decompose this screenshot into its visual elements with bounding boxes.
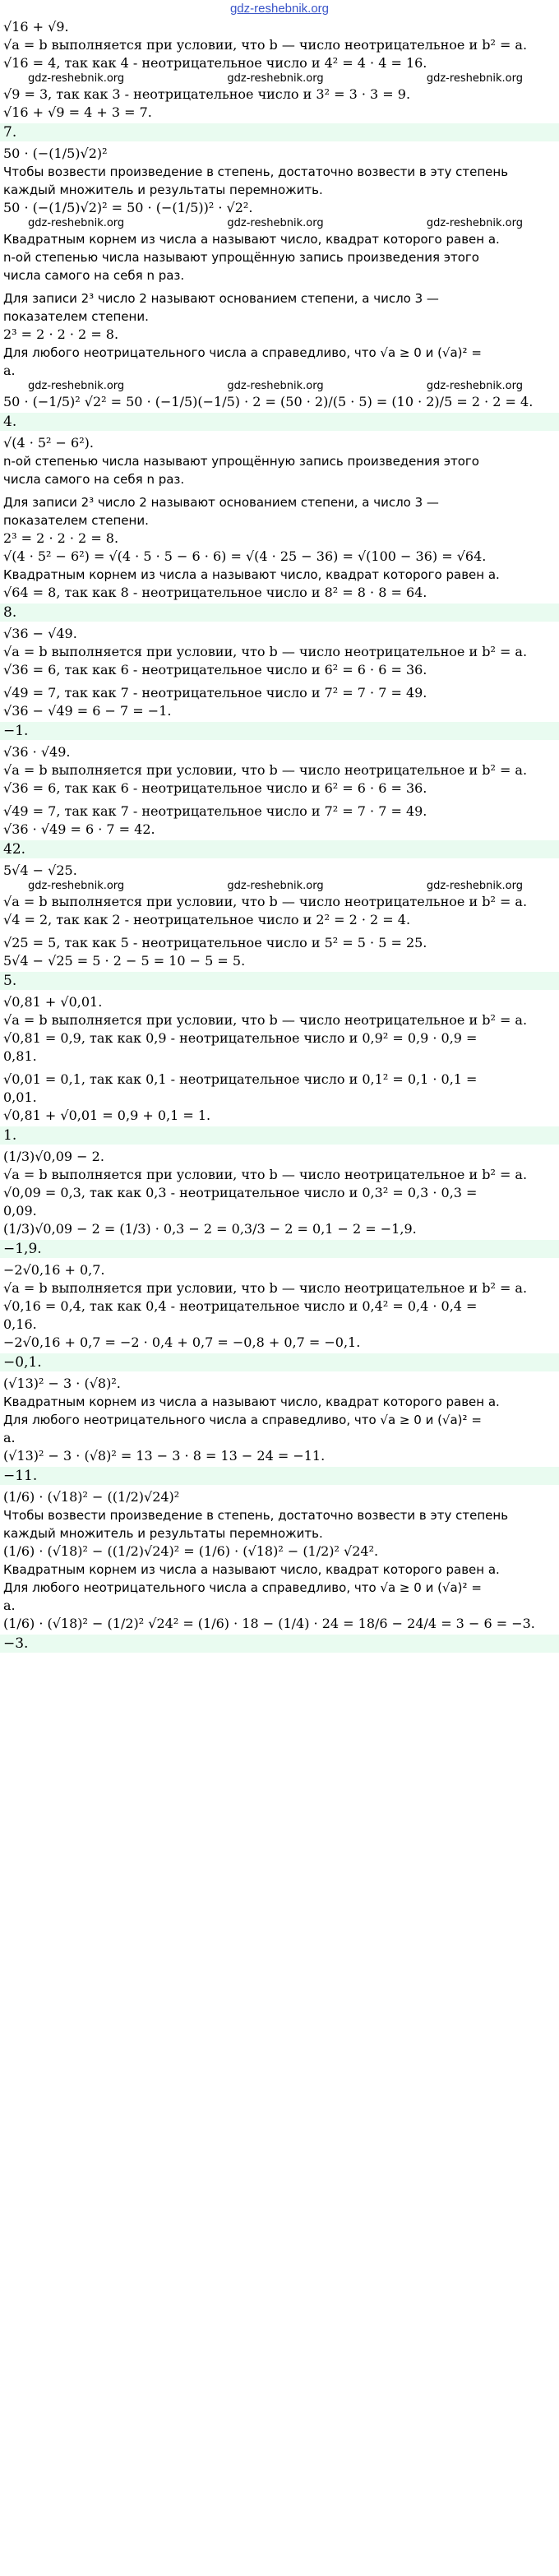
step: √(4 · 5² − 6²) = √(4 · 5 · 5 − 6 · 6) = √(4 · 25 − 36) = √(100 − 36) = √64. xyxy=(3,548,487,564)
rule: √a = b выполняется при условии, что b — число неотрицательное и b² = a. xyxy=(3,1167,528,1182)
watermark: gdz-reshebnik.org xyxy=(227,380,324,392)
step: 0,81. xyxy=(3,1048,37,1064)
step: √0,01 = 0,1, так как 0,1 - неотрицательное число и 0,1² = 0,1 · 0,1 = xyxy=(3,1071,478,1087)
rule: √a = b выполняется при условии, что b — число неотрицательное и b² = a. xyxy=(3,1012,528,1028)
step: (1/6) · (√18)² − (1/2)² √24² = (1/6) · 18 − (1/4) · 24 = 18/6 − 24/4 = 3 − 6 = −3. xyxy=(3,1616,535,1631)
watermark: gdz-reshebnik.org xyxy=(426,72,523,85)
step: √0,09 = 0,3, так как 0,3 - неотрицательное число и 0,3² = 0,3 · 0,3 = xyxy=(3,1185,478,1200)
text: Для записи 2³ число 2 называют основанием степени, а число 3 — xyxy=(3,291,439,306)
rule: √a = b выполняется при условии, что b — число неотрицательное и b² = a. xyxy=(3,644,528,659)
step: 2³ = 2 · 2 · 2 = 8. xyxy=(3,326,119,342)
text: Для записи 2³ число 2 называют основанием степени, а число 3 — xyxy=(3,495,439,510)
text: a. xyxy=(3,1598,16,1613)
solution-7 xyxy=(0,993,559,1125)
step: 5√4 − √25 = 5 · 2 − 5 = 10 − 5 = 5. xyxy=(3,953,246,969)
solution-11 xyxy=(0,1488,559,1633)
answer: 5. xyxy=(0,972,559,990)
text: Чтобы возвести произведение в степень, достаточно возвести в эту степень xyxy=(3,164,509,179)
text: каждый множитель и результаты перемножить. xyxy=(3,1526,323,1541)
answer: 8. xyxy=(0,604,559,622)
rule: √a = b выполняется при условии, что b — число неотрицательное и b² = a. xyxy=(3,37,528,53)
solution-5 xyxy=(0,743,559,839)
watermark: gdz-reshebnik.org xyxy=(227,217,324,229)
watermark-row xyxy=(3,217,556,230)
solution-4 xyxy=(0,625,559,720)
rule: √a = b выполняется при условии, что b — число неотрицательное и b² = a. xyxy=(3,1280,528,1296)
text: показателем степени. xyxy=(3,513,149,528)
step: √49 = 7, так как 7 - неотрицательное число и 7² = 7 · 7 = 49. xyxy=(3,803,427,819)
step: (√13)² − 3 · (√8)² = 13 − 3 · 8 = 13 − 24 = −11. xyxy=(3,1448,326,1464)
expression: −2√0,16 + 0,7. xyxy=(3,1262,105,1278)
answer: −1. xyxy=(0,722,559,740)
text: показателем степени. xyxy=(3,309,149,324)
watermark: gdz-reshebnik.org xyxy=(28,880,125,892)
site-header xyxy=(0,0,559,18)
text: Чтобы возвести произведение в степень, достаточно возвести в эту степень xyxy=(3,1508,509,1523)
answer: 7. xyxy=(0,123,559,141)
watermark: gdz-reshebnik.org xyxy=(28,380,125,392)
step: √9 = 3, так как 3 - неотрицательное число и 3² = 3 · 3 = 9. xyxy=(3,86,411,102)
rule: √a = b выполняется при условии, что b — число неотрицательное и b² = a. xyxy=(3,762,528,778)
expression: √16 + √9. xyxy=(3,19,69,35)
step: √0,81 + √0,01 = 0,9 + 0,1 = 1. xyxy=(3,1108,211,1123)
step: √25 = 5, так как 5 - неотрицательное число и 5² = 5 · 5 = 25. xyxy=(3,935,427,950)
text: Квадратным корнем из числа a называют число, квадрат которого равен a. xyxy=(3,232,500,247)
text: Квадратным корнем из числа a называют число, квадрат которого равен a. xyxy=(3,567,500,582)
expression: √0,81 + √0,01. xyxy=(3,994,103,1010)
site-link[interactable]: gdz-reshebnik.org xyxy=(229,2,330,16)
expression: (1/3)√0,09 − 2. xyxy=(3,1149,104,1164)
text: a. xyxy=(3,1430,16,1445)
answer: −0,1. xyxy=(0,1353,559,1371)
step: (1/3)√0,09 − 2 = (1/3) · 0,3 − 2 = 0,3/3 − 2 = 0,1 − 2 = −1,9. xyxy=(3,1221,417,1237)
expression: 50 · (−(1/5)√2)² xyxy=(3,146,108,161)
step: −2√0,16 + 0,7 = −2 · 0,4 + 0,7 = −0,8 + 0,7 = −0,1. xyxy=(3,1334,361,1350)
watermark: gdz-reshebnik.org xyxy=(28,217,125,229)
watermark-row xyxy=(3,72,556,86)
step: √36 − √49 = 6 − 7 = −1. xyxy=(3,703,172,719)
expression: √36 − √49. xyxy=(3,626,77,641)
solution-1 xyxy=(0,18,559,122)
step: √16 = 4, так как 4 - неотрицательное число и 4² = 4 · 4 = 16. xyxy=(3,55,427,71)
watermark-row xyxy=(3,880,556,893)
watermark: gdz-reshebnik.org xyxy=(426,380,523,392)
step: 0,01. xyxy=(3,1089,37,1105)
step: 50 · (−(1/5)√2)² = 50 · (−(1/5))² · √2². xyxy=(3,200,253,215)
text: числа самого на себя n раз. xyxy=(3,472,185,487)
solution-3 xyxy=(0,434,559,602)
watermark-row xyxy=(3,380,556,393)
watermark: gdz-reshebnik.org xyxy=(426,880,523,892)
step: √64 = 8, так как 8 - неотрицательное число и 8² = 8 · 8 = 64. xyxy=(3,585,427,600)
expression: √36 · √49. xyxy=(3,744,71,760)
step: √36 = 6, так как 6 - неотрицательное число и 6² = 6 · 6 = 36. xyxy=(3,780,427,796)
step: 50 · (−1/5)² √2² = 50 · (−1/5)(−1/5) · 2 = (50 · 2)/(5 · 5) = (10 · 2)/5 = 2 · 2 = 4. xyxy=(3,394,534,409)
step: 0,09. xyxy=(3,1203,37,1219)
solution-9 xyxy=(0,1261,559,1352)
text: n-ой степенью числа называют упрощённую запись произведения этого xyxy=(3,454,479,469)
text: Для любого неотрицательного числа a справедливо, что √a ≥ 0 и (√a)² = xyxy=(3,1580,482,1595)
text: Квадратным корнем из числа a называют число, квадрат которого равен a. xyxy=(3,1562,500,1577)
text: Квадратным корнем из числа a называют число, квадрат которого равен a. xyxy=(3,1394,500,1409)
step: √0,16 = 0,4, так как 0,4 - неотрицательное число и 0,4² = 0,4 · 0,4 = xyxy=(3,1298,478,1314)
step: (1/6) · (√18)² − ((1/2)√24)² = (1/6) · (√18)² − (1/2)² √24². xyxy=(3,1543,379,1559)
watermark: gdz-reshebnik.org xyxy=(28,72,125,85)
step: √4 = 2, так как 2 - неотрицательное число и 2² = 2 · 2 = 4. xyxy=(3,912,411,927)
expression: (√13)² − 3 · (√8)². xyxy=(3,1376,121,1391)
step: √0,81 = 0,9, так как 0,9 - неотрицательное число и 0,9² = 0,9 · 0,9 = xyxy=(3,1030,478,1046)
solution-2 xyxy=(0,145,559,411)
expression: (1/6) · (√18)² − ((1/2)√24)² xyxy=(3,1489,180,1505)
watermark: gdz-reshebnik.org xyxy=(227,72,324,85)
text: каждый множитель и результаты перемножить. xyxy=(3,183,323,197)
solution-6 xyxy=(0,862,559,970)
answer: −11. xyxy=(0,1467,559,1485)
expression: √(4 · 5² − 6²). xyxy=(3,435,94,451)
answer: 4. xyxy=(0,413,559,431)
answer: 42. xyxy=(0,840,559,858)
watermark: gdz-reshebnik.org xyxy=(227,880,324,892)
step: 2³ = 2 · 2 · 2 = 8. xyxy=(3,530,119,546)
text: n-ой степенью числа называют упрощённую запись произведения этого xyxy=(3,250,479,265)
rule: √a = b выполняется при условии, что b — число неотрицательное и b² = a. xyxy=(3,894,528,909)
step: √36 = 6, так как 6 - неотрицательное число и 6² = 6 · 6 = 36. xyxy=(3,662,427,678)
step: √16 + √9 = 4 + 3 = 7. xyxy=(3,104,152,120)
step: √49 = 7, так как 7 - неотрицательное число и 7² = 7 · 7 = 49. xyxy=(3,685,427,701)
answer: 1. xyxy=(0,1126,559,1145)
text: Для любого неотрицательного числа a справедливо, что √a ≥ 0 и (√a)² = xyxy=(3,345,482,360)
text: числа самого на себя n раз. xyxy=(3,268,185,283)
step: 0,16. xyxy=(3,1316,37,1332)
solution-8 xyxy=(0,1148,559,1238)
answer: −1,9. xyxy=(0,1240,559,1258)
answer: −3. xyxy=(0,1635,559,1653)
solution-10 xyxy=(0,1375,559,1465)
text: Для любого неотрицательного числа a справедливо, что √a ≥ 0 и (√a)² = xyxy=(3,1413,482,1427)
text: a. xyxy=(3,363,16,378)
expression: 5√4 − √25. xyxy=(3,863,77,878)
watermark: gdz-reshebnik.org xyxy=(426,217,523,229)
step: √36 · √49 = 6 · 7 = 42. xyxy=(3,821,155,837)
